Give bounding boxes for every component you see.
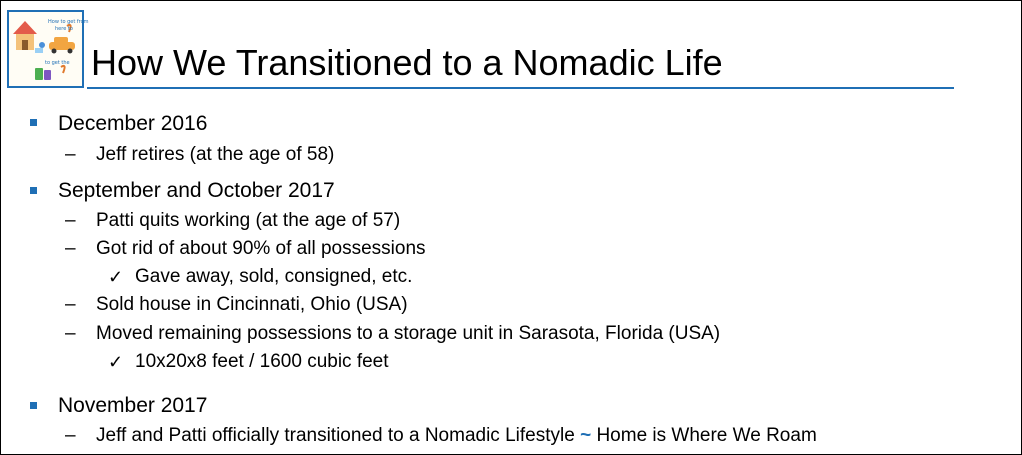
dash-marker: – — [65, 294, 76, 315]
bullet-item: Got rid of about 90% of all possessions — [96, 238, 426, 259]
bullet-item — [96, 424, 817, 448]
bullet-item: Sold house in Cincinnati, Ohio (USA) — [96, 294, 408, 315]
logo-illustration — [9, 12, 89, 86]
luggage-icon — [35, 68, 51, 80]
house-icon — [13, 21, 37, 50]
dash-marker: – — [65, 144, 76, 165]
section-heading: September and October 2017 — [58, 179, 335, 202]
bullet-square — [30, 187, 37, 194]
logo — [7, 10, 89, 88]
section-heading: December 2016 — [58, 112, 208, 135]
bullet-square — [30, 119, 37, 126]
dash-marker: – — [65, 323, 76, 344]
sub-bullet-item: Gave away, sold, consigned, etc. — [135, 266, 413, 287]
check-icon: ✓ — [108, 352, 124, 372]
svg-text:How to get from: How to get from — [48, 19, 89, 25]
dash-marker: – — [65, 238, 76, 259]
bullet-item: Jeff retires (at the age of 58) — [96, 144, 335, 165]
tilde-separator: ~ — [580, 425, 592, 446]
bullet-square — [30, 402, 37, 409]
check-icon: ✓ — [108, 267, 124, 287]
svg-text:to get the: to get the — [45, 60, 70, 66]
bullet-item-tagline: Home is Where We Roam — [596, 425, 817, 446]
slide-title: How We Transitioned to a Nomadic Life — [91, 42, 723, 83]
bullet-item: Patti quits working (at the age of 57) — [96, 210, 401, 231]
svg-text:here to: here to — [55, 26, 73, 32]
section-heading: November 2017 — [58, 394, 208, 417]
title-underline — [87, 87, 954, 89]
bullet-item: Moved remaining possessions to a storage unit in Sarasota, Florida (USA) — [96, 323, 721, 344]
sub-bullet-item: 10x20x8 feet / 1600 cubic feet — [135, 351, 389, 372]
dash-marker: – — [65, 425, 76, 446]
dash-marker: – — [65, 210, 76, 231]
bullet-item-text: Jeff and Patti officially transitioned to a Nomadic Lifestyle — [96, 425, 575, 446]
car-icon — [49, 37, 75, 54]
